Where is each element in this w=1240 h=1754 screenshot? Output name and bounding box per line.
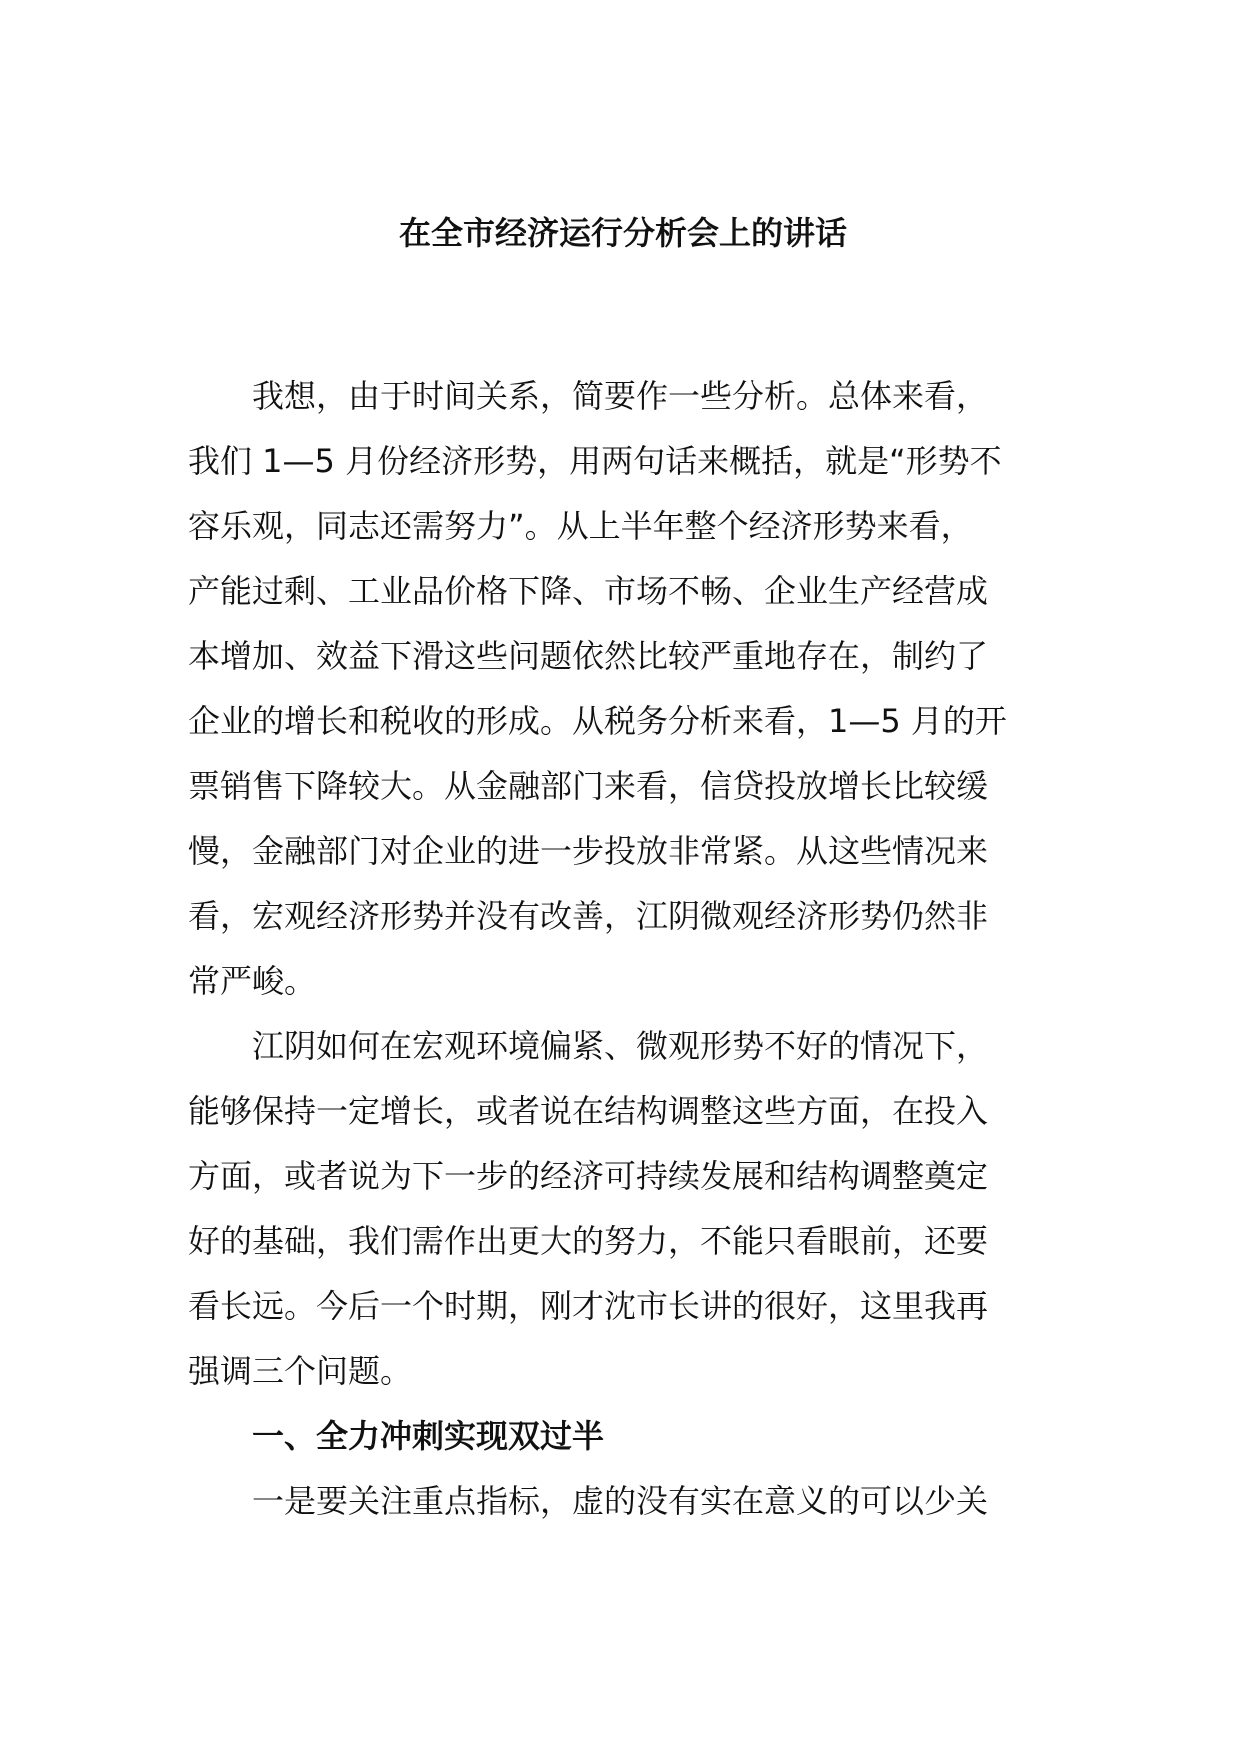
text-line: 我想，由于时间关系，简要作一些分析。总体来看， — [252, 377, 989, 415]
document-title: 在全市经济运行分析会上的讲话 — [398, 214, 847, 252]
text-line: 方面，或者说为下一步的经济可持续发展和结构调整奠定 — [188, 1157, 989, 1195]
body-paragraph — [188, 364, 1058, 1014]
text-line: 企业的增长和税收的形成。从税务分析来看，1—5 月的开 — [188, 702, 1007, 740]
text-line: 我们 1—5 月份经济形势，用两句话来概括，就是“形势不 — [188, 442, 1002, 480]
document-page — [188, 210, 1058, 1534]
text-line: 常严峻。 — [188, 962, 317, 1000]
section-heading — [188, 1404, 1058, 1469]
text-line: 产能过剩、工业品价格下降、市场不畅、企业生产经营成 — [188, 572, 989, 610]
text-line: 一、全力冲刺实现双过半 — [252, 1417, 605, 1455]
text-line: 看长远。今后一个时期，刚才沈市长讲的很好，这里我再 — [188, 1287, 989, 1325]
text-line: 江阴如何在宏观环境偏紧、微观形势不好的情况下， — [252, 1027, 989, 1065]
text-line: 能够保持一定增长，或者说在结构调整这些方面，在投入 — [188, 1092, 989, 1130]
text-line: 一是要关注重点指标，虚的没有实在意义的可以少关 — [252, 1482, 989, 1520]
text-line: 慢，金融部门对企业的进一步投放非常紧。从这些情况来 — [188, 832, 989, 870]
document-body — [188, 364, 1058, 1534]
body-paragraph — [188, 1014, 1058, 1404]
text-line: 好的基础，我们需作出更大的努力，不能只看眼前，还要 — [188, 1222, 989, 1260]
text-line: 看，宏观经济形势并没有改善，江阴微观经济形势仍然非 — [188, 897, 989, 935]
text-line: 票销售下降较大。从金融部门来看，信贷投放增长比较缓 — [188, 767, 989, 805]
text-line: 强调三个问题。 — [188, 1352, 413, 1390]
text-line: 本增加、效益下滑这些问题依然比较严重地存在，制约了 — [188, 637, 989, 675]
text-line: 容乐观，同志还需努力”。从上半年整个经济形势来看， — [188, 507, 973, 545]
body-paragraph — [188, 1469, 1058, 1534]
